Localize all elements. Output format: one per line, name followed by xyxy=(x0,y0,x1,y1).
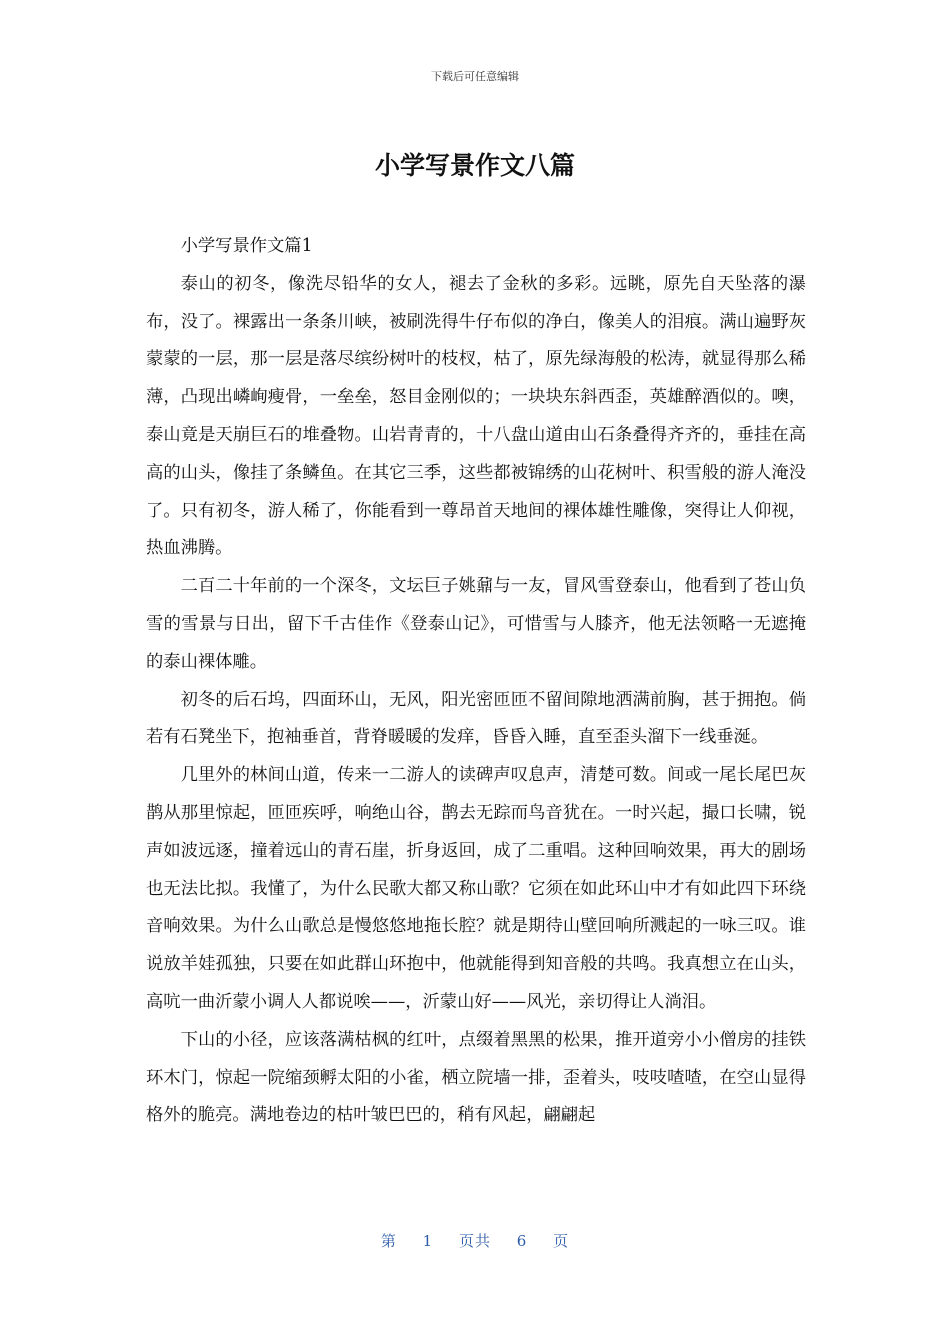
page-footer xyxy=(0,1230,950,1251)
current-page-number: 1 xyxy=(422,1232,434,1250)
footer-word: 页共 xyxy=(458,1232,491,1250)
header-note: 下载后可任意编辑 xyxy=(431,70,519,83)
paragraph: 初冬的后石坞，四面环山，无风，阳光密匝匝不留间隙地洒满前胸，甚于拥抱。倘若有石凳坐下，抱袖垂首，背脊暖暖的发痒，昏昏入睡，直至歪头溜下一线垂涎。 xyxy=(146,689,806,748)
section-heading: 小学写景作文篇1 xyxy=(180,236,313,256)
paragraph: 泰山的初冬，像洗尽铅华的女人，褪去了金秋的多彩。远眺，原先自天坠落的瀑布，没了。裸露出一条条川峡，被刷洗得牛仔布似的净白，像美人的泪痕。满山遍野灰蒙蒙的一层，那一层是落尽缤纷树叶的枝杈，枯了，原先绿海般的松涛，就显得那么稀薄，凸现出嶙峋瘦骨，一垒垒，怒目金刚似的；一块块东斜西歪，英雄醉酒似的。噢，泰山竟是天崩巨石的堆叠物。山岩青青的，十八盘山道由山石条叠得齐齐的，垂挂在高高的山头，像挂了条鳞鱼。在其它三季，这些都被锦绣的山花树叶、积雪般的游人淹没了。只有初冬，游人稀了，你能看到一尊昂首天地间的裸体雄性雕像，突得让人仰视，热血沸腾。 xyxy=(146,273,806,559)
document-body xyxy=(146,228,806,1135)
footer-word: 第 xyxy=(380,1232,397,1250)
paragraph: 几里外的林间山道，传来一二游人的读碑声叹息声，清楚可数。间或一尾长尾巴灰鹊从那里惊起，匝匝疾呼，响绝山谷，鹊去无踪而鸟音犹在。一时兴起，撮口长啸，锐声如波远逐，撞着远山的青石崖，折身返回，成了二重唱。这种回响效果，再大的剧场也无法比拟。我懂了，为什么民歌大都又称山歌？它须在如此环山中才有如此四下环绕音响效果。为什么山歌总是慢悠悠地拖长腔？就是期待山壁回响所溅起的一咏三叹。谁说放羊娃孤独，只要在如此群山环抱中，他就能得到知音般的共鸣。我真想立在山头，高吭一曲沂蒙小调人人都说唉——，沂蒙山好——风光，亲切得让人淌泪。 xyxy=(146,765,806,1012)
footer-word: 页 xyxy=(553,1232,570,1250)
paragraph: 下山的小径，应该落满枯枫的红叶，点缀着黑黑的松果，推开道旁小小僧房的挂铁环木门，惊起一院缩颈孵太阳的小雀，栖立院墙一排，歪着头，吱吱喳喳，在空山显得格外的脆亮。满地卷边的枯叶皱巴巴的，稍有风起，翩翩起 xyxy=(146,1029,806,1126)
document-title: 小学写景作文八篇 xyxy=(374,151,575,180)
total-pages-number: 6 xyxy=(516,1232,528,1250)
paragraph: 二百二十年前的一个深冬，文坛巨子姚鼐与一友，冒风雪登泰山，他看到了苍山负雪的雪景与日出，留下千古佳作《登泰山记》，可惜雪与人膝齐，他无法领略一无遮掩的泰山裸体雕。 xyxy=(146,576,806,672)
